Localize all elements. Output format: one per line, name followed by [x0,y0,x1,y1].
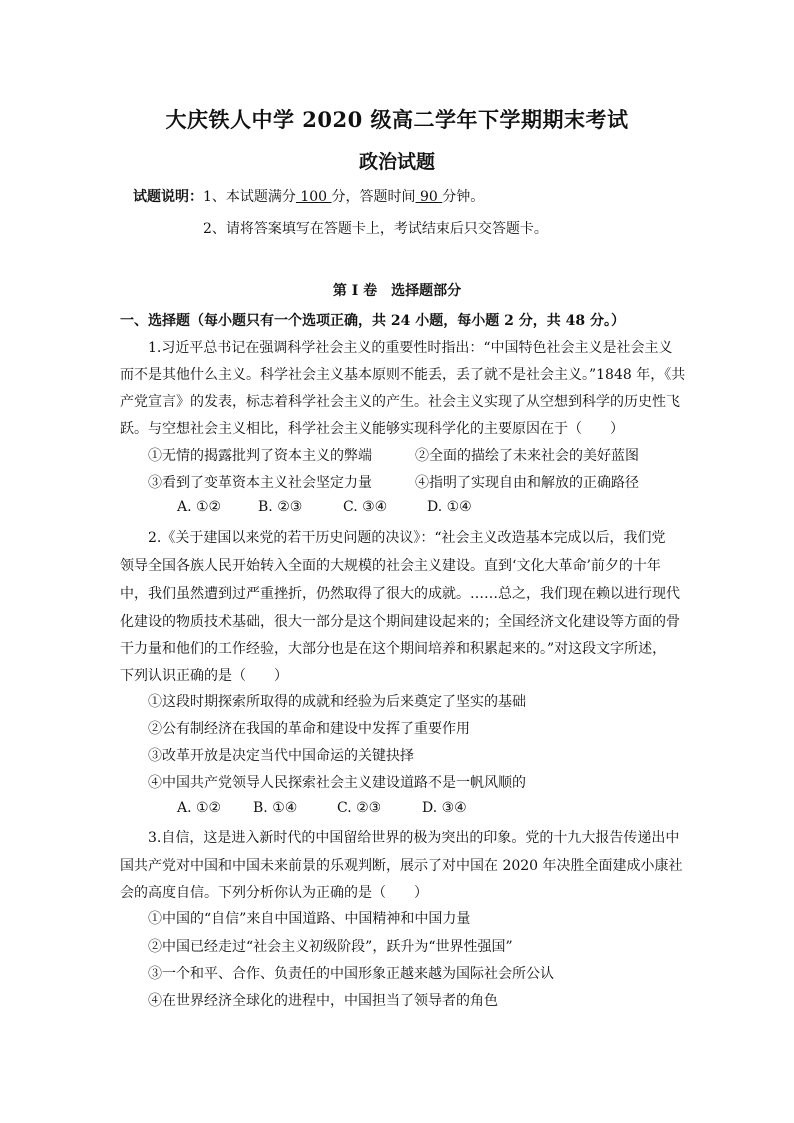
exam-subtitle: 政治试题 [358,151,435,173]
instruction-label: 试题说明： [133,189,203,205]
exam-duration: 90 [415,189,443,205]
q2-choice-b: B. ①④ [253,800,298,816]
q1-line: 跃。与空想社会主义相比，科学社会主义能够实现科学化的主要原因在于（ ） [120,421,624,437]
q3-option: ①中国的“自信”来自中国道路、中国精神和中国力量 [148,911,471,927]
q3-option: ②中国已经走过“社会主义初级阶段”，跃升为“世界性强国” [148,939,513,955]
q2-line: 化建设的物质技术基础，很大一部分是这个期间建设起来的；全国经济文化建设等方面的骨 [120,614,680,630]
q2-choice-c: C. ②③ [337,800,382,816]
q1-line: 而不是其他什么主义。科学社会主义基本原则不能丢，丢了就不是社会主义。”1848 年，《共 [120,367,686,383]
q2-choice-a: A. ①② [177,800,222,816]
q1-option: ①无情的揭露批判了资本主义的弊端 [148,448,372,464]
section-title: 第 I 卷 选择题部分 [332,283,462,299]
instruction-line-2: 2、请将答案填写在答题卡上，考试结束后只交答题卡。 [203,221,548,237]
q1-line: 产党宣言》的发表，标志着科学社会主义的产生。社会主义实现了从空想到科学的历史性飞 [120,394,680,410]
exam-title: 大庆铁人中学 2020 级高二学年下学期期末考试 [165,107,629,132]
q3-line: 3.自信，这是进入新时代的中国留给世界的极为突出的印象。党的十九大报告传递出中 [148,830,680,846]
q1-line: 1.习近平总书记在强调科学社会主义的重要性时指出：“中国特色社会主义是社会主义 [148,340,673,356]
q1-choice-a: A. ①② [177,499,222,515]
instruction-text-b: 分，答题时间 [331,189,416,205]
part-heading: 一、选择题（每小题只有一个选项正确，共 24 小题，每小题 2 分，共 48 分。） [120,313,625,329]
q2-line: 下列认识正确的是（ ） [120,668,288,684]
q2-line: 2.《关于建国以来党的若干历史问题的决议》：“社会主义改造基本完成以后，我们党 [148,530,666,546]
q2-option: ④中国共产党领导人民探索社会主义建设道路不是一帆风顺的 [148,775,526,791]
q3-option: ③一个和平、合作、负责任的中国形象正越来越为国际社会所公认 [148,966,554,982]
instruction-text-c: 分钟。 [442,189,485,205]
q1-option: ②全面的描绘了未来社会的美好蓝图 [415,448,639,464]
q2-option: ③改革开放是决定当代中国命运的关键抉择 [148,748,414,764]
q3-option: ④在世界经济全球化的进程中，中国担当了领导者的角色 [148,993,498,1009]
q2-option: ②公有制经济在我国的革命和建设中发挥了重要作用 [148,721,470,737]
q3-line: 会的高度自信。下列分析你认为正确的是（ ） [120,885,428,901]
q2-line: 领导全国各族人民开始转入全面的大规模的社会主义建设。直到‘文化大革命’前夕的十年 [120,558,661,574]
q1-choice-b: B. ②③ [258,499,303,515]
q1-option: ③看到了变革资本主义社会坚定力量 [148,475,372,491]
full-score: 100 [295,189,332,205]
instruction-text-a: 1、本试题满分 [203,189,296,205]
q2-choice-d: D. ③④ [422,800,467,816]
q1-choice-c: C. ③④ [343,499,388,515]
instruction-line-1 [133,186,484,206]
q2-line: 中，我们虽然遭到过严重挫折，仍然取得了很大的成就。……总之，我们现在赖以进行现代 [120,586,680,602]
q2-option: ①这段时期探索所取得的成就和经验为后来奠定了坚实的基础 [148,694,526,710]
q1-option: ④指明了实现自由和解放的正确路径 [415,475,639,491]
q2-line: 干力量和他们的工作经验，大部分也是在这个期间培养和积累起来的。”对这段文字所述， [120,641,667,657]
q3-line: 国共产党对中国和中国未来前景的乐观判断，展示了对中国在 2020 年决胜全面建成小康社 [120,858,683,874]
q1-choice-d: D. ①④ [427,499,472,515]
